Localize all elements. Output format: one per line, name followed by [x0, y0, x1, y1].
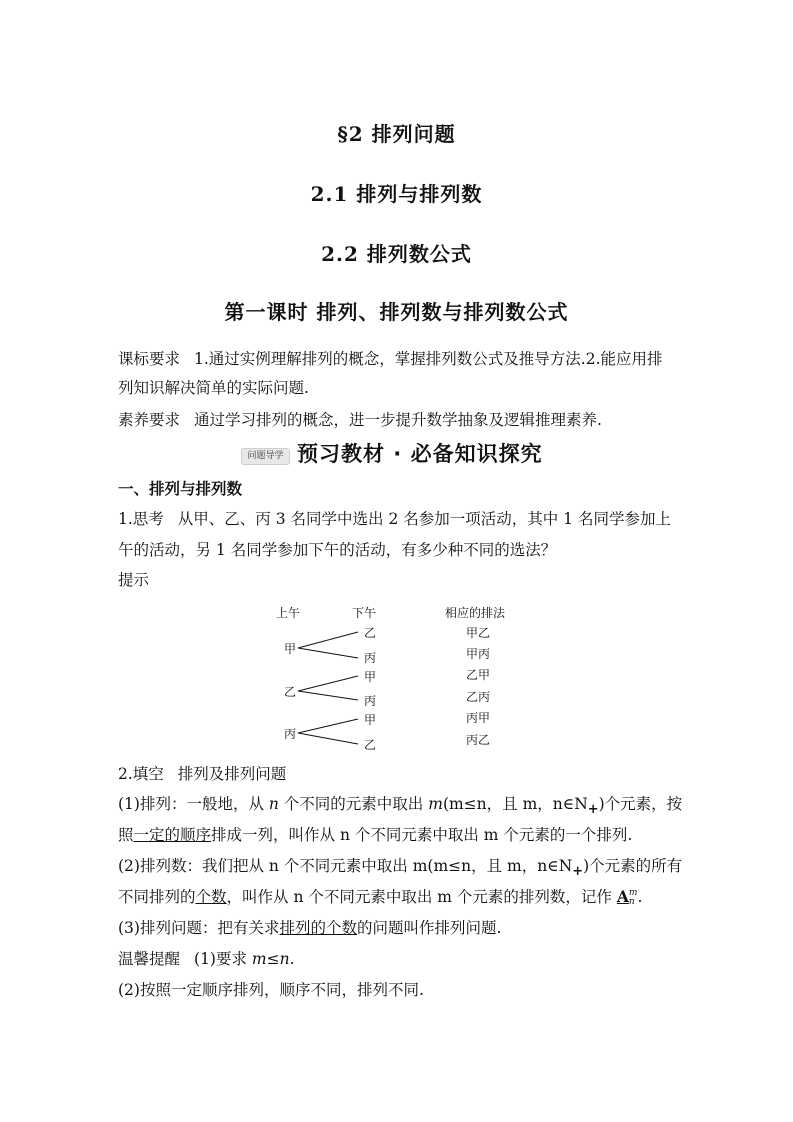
definition-count-line-2	[118, 886, 678, 908]
tree-diagram	[270, 600, 530, 760]
tree-branch	[298, 648, 358, 658]
text-run: 个不同的元素中取出	[278, 795, 429, 813]
tree-root: 甲	[284, 642, 297, 656]
tree-result: 乙甲	[466, 668, 491, 682]
subsection-title-2: 2.2 排列数公式	[321, 242, 472, 266]
tree-leaf: 乙	[364, 626, 377, 640]
curriculum-label: 课标要求	[118, 350, 181, 368]
tree-column-pm: 下午	[352, 606, 377, 620]
subscript-plus: +	[587, 802, 599, 818]
tip-line-2: (2)按照一定顺序排列，顺序不同，排列不同.	[118, 981, 424, 999]
text-run: (1)要求	[194, 950, 252, 968]
tree-leaf: 甲	[364, 713, 377, 727]
symbol-sub-n: n	[628, 897, 635, 907]
lesson-title: 第一课时 排列、排列数与排列数公式	[224, 300, 569, 324]
definition-permutation-line-1	[118, 793, 683, 821]
text-run: 的问题叫作排列问题.	[356, 919, 502, 937]
tree-branch	[298, 719, 358, 733]
fill-heading-text: 排列及排列问题	[177, 765, 287, 783]
tree-branch	[298, 691, 358, 700]
tree-leaf: 甲	[364, 670, 377, 684]
symbol-a: A	[616, 887, 629, 906]
tree-root: 丙	[284, 727, 297, 741]
text-run: .	[637, 888, 643, 906]
permutation-symbol	[617, 887, 638, 906]
tree-root: 乙	[284, 685, 297, 699]
think-text-1: 从甲、乙、丙 3 名同学中选出 2 名参加一项活动，其中 1 名同学参加上	[177, 510, 671, 528]
tip-label: 温馨提醒	[118, 950, 181, 968]
section-tag: 问题导学	[241, 448, 290, 465]
think-text-2: 午的活动，另 1 名同学参加下午的活动，有多少种不同的选法？	[118, 541, 557, 559]
tree-result: 乙丙	[466, 690, 491, 704]
literacy-requirement-line	[118, 409, 678, 431]
var-n: n	[268, 795, 279, 813]
banner-title: 预习教材 · 必备知识探究	[297, 442, 543, 466]
definition-problem-line	[118, 917, 678, 939]
think-line-1	[118, 508, 678, 530]
tree-branch	[298, 676, 358, 691]
fill-heading-num: 2.填空	[118, 765, 164, 783]
think-label: 1.思考	[118, 510, 164, 528]
tree-branch	[298, 632, 358, 648]
section-title: §2 排列问题	[337, 122, 456, 146]
curriculum-text-2: 列知识解决简单的实际问题.	[118, 379, 309, 397]
tree-column-am: 上午	[276, 606, 301, 620]
tree-leaf: 丙	[364, 694, 377, 708]
underlined-answer: 一定的顺序	[133, 826, 212, 844]
subscript-plus: +	[572, 864, 584, 880]
text-run: (1)排列：一般地，从	[118, 795, 269, 813]
text-run: (m≤n，且 m，n∈N	[442, 795, 588, 813]
curriculum-requirement-line-1	[118, 348, 678, 370]
text-run: 排成一列，叫作从 n 个不同元素中取出 m 个元素的一个排列.	[211, 826, 633, 844]
text-run: 照	[118, 826, 134, 844]
tip-line-1	[118, 948, 678, 970]
tree-result: 丙乙	[466, 733, 491, 747]
tree-branch	[298, 733, 358, 744]
subsection-title-1: 2.1 排列与排列数	[310, 182, 483, 206]
tip-condition: m≤n.	[251, 950, 295, 968]
fill-heading	[118, 763, 678, 785]
tree-leaf: 丙	[364, 651, 377, 665]
definition-permutation-line-2	[118, 824, 678, 846]
tree-result: 丙甲	[466, 711, 491, 725]
text-run: (2)排列数：我们把从 n 个不同元素中取出 m(m≤n，且 m，n∈N	[118, 857, 573, 875]
symbol-sup-m: m	[628, 888, 638, 898]
text-run: (3)排列问题：把有关求	[118, 919, 280, 937]
literacy-text: 通过学习排列的概念，进一步提升数学抽象及逻辑推理素养.	[194, 411, 602, 429]
underlined-answer: 排列的个数	[279, 919, 357, 937]
text-run: )个元素的所有	[583, 857, 683, 875]
part-heading: 一、排列与排列数	[118, 479, 243, 498]
curriculum-text-1: 1.通过实例理解排列的概念，掌握排列数公式及推导方法.2.能应用排	[194, 350, 663, 368]
tree-result: 甲乙	[466, 626, 491, 640]
literacy-label: 素养要求	[118, 411, 181, 429]
tree-leaf: 乙	[364, 738, 377, 752]
hint-label: 提示	[118, 571, 150, 589]
underlined-answer: 个数	[195, 888, 227, 906]
definition-count-line-1	[118, 855, 683, 883]
var-m: m	[428, 795, 443, 813]
text-run: ，叫作从 n 个不同元素中取出 m 个元素的排列数，记作	[226, 888, 617, 906]
tree-result: 甲丙	[466, 647, 491, 661]
text-run: )个元素，按	[598, 795, 683, 813]
text-run: 不同排列的	[118, 888, 196, 906]
tree-column-result: 相应的排法	[445, 606, 506, 620]
